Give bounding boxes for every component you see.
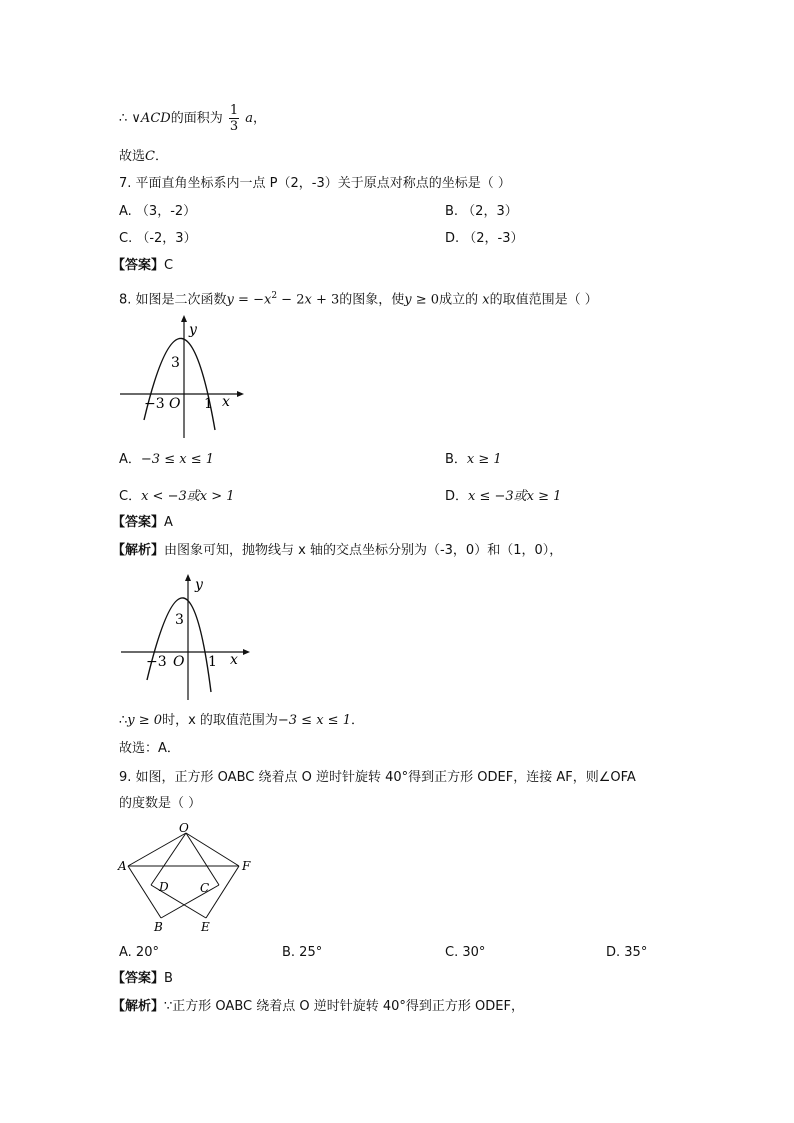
segment-od	[151, 833, 186, 885]
option-label: B．	[445, 452, 467, 467]
label-neg3: −3	[146, 654, 167, 670]
func-rest1: − 2	[277, 292, 305, 308]
q7-answer	[112, 257, 173, 275]
option-text: x < −3或x > 1	[141, 489, 235, 504]
x-axis-arrow-icon	[243, 649, 250, 655]
intro-choose-line	[119, 148, 168, 166]
option-label: A．	[119, 452, 141, 467]
q7-stem: 7. 平面直角坐标系内一点 P（2，-3）关于原点对称点的坐标是（ ）	[119, 176, 511, 191]
q8-option-d	[445, 488, 561, 506]
label-b: B	[154, 920, 163, 934]
y-label: y	[195, 577, 203, 593]
q9-analysis	[112, 998, 524, 1016]
triangle-name: ∨ACD	[131, 111, 171, 126]
label-e: E	[201, 920, 210, 934]
segment-fo	[186, 833, 239, 866]
fraction-numerator: 1	[229, 103, 239, 118]
label-d: D	[159, 880, 169, 894]
label-three: 3	[171, 355, 180, 371]
func-eq: = −	[233, 292, 264, 308]
fraction-denominator: 3	[229, 119, 239, 134]
label-one: 1	[208, 654, 217, 670]
option-label: C．	[119, 489, 142, 504]
fraction-one-third	[229, 103, 239, 134]
var-x: x	[482, 292, 490, 308]
conclusion-prefix: ∴	[119, 713, 128, 728]
choose-end: ．	[154, 149, 168, 164]
conclusion-cond: y ≥ 0	[127, 713, 163, 728]
answer-value: C	[164, 258, 174, 273]
q8-option-a	[119, 451, 214, 469]
q8-answer	[112, 514, 173, 532]
area-conclusion-line	[119, 103, 266, 134]
analysis-label: 【解析】	[112, 999, 165, 1014]
option-label: D．	[445, 489, 469, 504]
q7-option-b: B. （2，3）	[445, 204, 518, 219]
option-text: x ≥ 1	[466, 452, 502, 467]
q9-stem-line2: 的度数是（ ）	[119, 796, 202, 811]
q9-answer	[112, 970, 173, 988]
func-rest2: + 3	[311, 292, 340, 308]
label-c: C	[200, 881, 210, 895]
choose-letter: C	[145, 149, 155, 164]
answer-label: 【答案】	[112, 515, 165, 530]
x-label: x	[230, 652, 238, 668]
q8-analysis	[112, 542, 562, 560]
label-one: 1	[204, 396, 213, 412]
func-sup: 2	[271, 291, 278, 301]
q7-option-c: C. （-2，3）	[119, 231, 197, 246]
label-neg3: −3	[144, 396, 165, 412]
label-o: O	[179, 821, 189, 835]
analysis-label: 【解析】	[112, 543, 165, 558]
segment-oa	[128, 833, 186, 866]
parabola-graph	[115, 310, 250, 445]
segment-bc	[161, 885, 219, 918]
label-origin: O	[169, 396, 181, 412]
q8-stem-prefix: 8. 如图是二次函数	[119, 292, 227, 308]
y-axis-arrow-icon	[185, 574, 191, 581]
answer-value: B	[164, 971, 173, 986]
answer-label: 【答案】	[112, 258, 165, 273]
q8-stem-middle: 的图象，使	[339, 292, 405, 308]
segment-ab	[128, 866, 161, 918]
q9-option-d: D. 35°	[606, 945, 648, 960]
conclusion-mid: 时，x 的取值范围为	[162, 713, 278, 728]
q7-option-d: D. （2，-3）	[445, 231, 524, 246]
segment-co	[186, 833, 219, 885]
analysis-text: 由图象可知，抛物线与 x 轴的交点坐标分别为（-3，0）和（1，0），	[164, 543, 563, 558]
comma: ，	[253, 111, 267, 126]
x-axis-arrow-icon	[237, 391, 244, 397]
choose-prefix: 故选	[119, 149, 146, 164]
q8-stem-end: 的取值范围是（ ）	[489, 292, 598, 308]
q8-choose: 故选：A．	[119, 741, 180, 756]
label-three: 3	[175, 612, 184, 628]
q9-option-b: B. 25°	[282, 945, 323, 960]
q8-stem	[119, 287, 598, 309]
variable-a: a	[245, 111, 254, 126]
option-text: −3 ≤ x ≤ 1	[140, 452, 214, 467]
answer-label: 【答案】	[112, 971, 165, 986]
area-text: 的面积为	[170, 111, 223, 126]
conclusion-range: −3 ≤ x ≤ 1	[277, 713, 351, 728]
q8-conclusion	[119, 712, 364, 730]
q8-option-b	[445, 451, 502, 469]
conclusion-end: ．	[350, 713, 364, 728]
label-origin: O	[173, 654, 185, 670]
parabola-graph-analysis	[117, 568, 257, 708]
y-axis-arrow-icon	[181, 315, 187, 322]
rotated-squares-figure	[115, 820, 260, 938]
q9-option-a: A. 20°	[119, 945, 159, 960]
x-label: x	[222, 394, 230, 410]
y-label: y	[189, 322, 197, 338]
func-y: y	[226, 292, 234, 308]
segment-ef	[206, 866, 239, 918]
answer-value: A	[164, 515, 173, 530]
option-text: x ≤ −3或x ≥ 1	[468, 489, 562, 504]
func-x1: x	[263, 292, 272, 308]
q9-option-c: C. 30°	[445, 945, 486, 960]
parabola-curve	[144, 338, 215, 430]
label-a: A	[118, 859, 127, 873]
q9-stem-line1: 9. 如图，正方形 OABC 绕着点 O 逆时针旋转 40°得到正方形 ODEF，连接 AF，则∠OFA	[119, 770, 636, 785]
analysis-text: ∵正方形 OABC 绕着点 O 逆时针旋转 40°得到正方形 ODEF，	[164, 999, 524, 1014]
q8-option-c	[119, 488, 235, 506]
label-f: F	[242, 859, 251, 873]
q7-option-a: A. （3，-2）	[119, 204, 197, 219]
func-x2: x	[304, 292, 312, 308]
therefore-symbol: ∴	[119, 111, 128, 126]
q8-stem-middle2: 成立的	[439, 292, 483, 308]
cond-y: y	[404, 292, 412, 308]
cond-rel: ≥ 0	[411, 292, 440, 308]
